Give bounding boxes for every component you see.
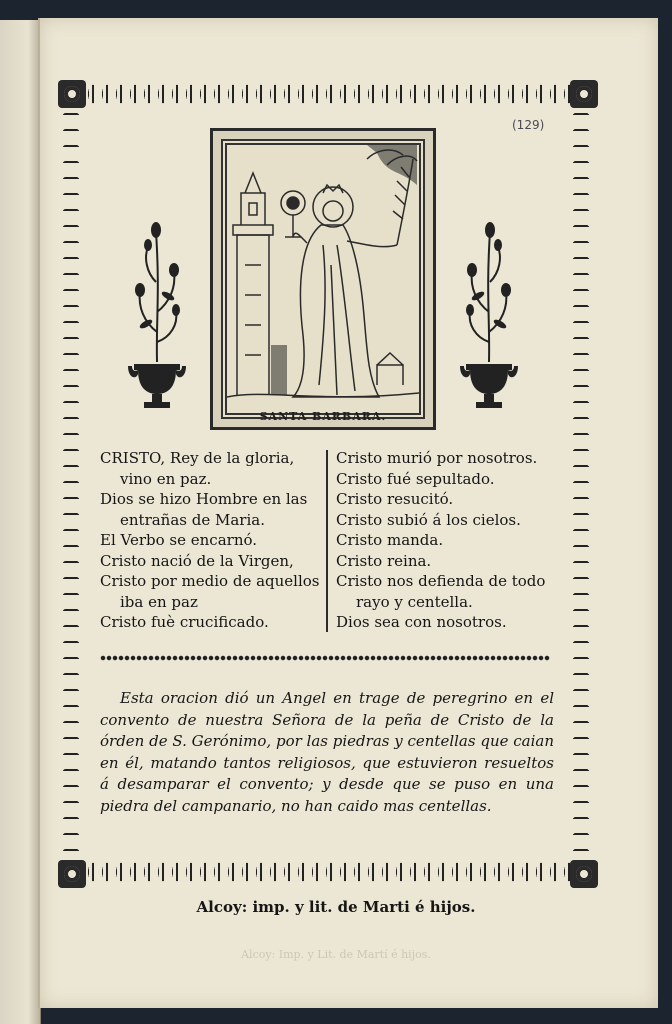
facing-page-edge <box>0 20 41 1024</box>
prayer-line: Cristo por medio de aquellos <box>100 572 320 590</box>
prayer-line: Cristo reina. <box>336 551 432 570</box>
prayer-line: Cristo resucitó. <box>336 490 454 508</box>
show-through-imprint: Alcoy: Imp. y Lit. de Martí é hijos. <box>241 948 431 961</box>
border-left <box>58 108 84 858</box>
prayer-line: El Verbo se encarnó. <box>100 531 258 549</box>
prayer-line: rayo y centella. <box>356 592 473 611</box>
prayer-line: Cristo manda. <box>336 531 444 549</box>
prayer-line: Cristo nació de la Virgen, <box>100 551 294 570</box>
santa-barbara-woodcut <box>210 128 436 430</box>
printer-imprint: Alcoy: imp. y lit. de Marti é hijos. <box>196 898 476 916</box>
corner-ornament-icon <box>58 860 86 888</box>
prayer-line: entrañas de Maria. <box>120 510 265 529</box>
prayer-column-right <box>336 448 558 633</box>
woodcut-caption: SANTA BARBARA. <box>259 410 387 423</box>
border-bottom <box>58 858 598 886</box>
prayer-line: Cristo fuè crucificado. <box>100 613 269 631</box>
border-top <box>58 80 598 108</box>
prayer-column-left <box>100 448 320 633</box>
flower-vase-icon <box>458 212 520 412</box>
prayer-line: Cristo subió á los cielos. <box>336 510 521 529</box>
decorative-rule <box>100 654 550 662</box>
prayer-line: CRISTO, Rey de la gloria, <box>100 449 295 467</box>
saint-figure-icon <box>227 145 419 413</box>
prayer-line: Dios sea con nosotros. <box>336 613 507 631</box>
prayer-line: Cristo fué sepultado. <box>336 469 495 488</box>
prayer-line: Dios se hizo Hombre en las <box>100 490 308 508</box>
prayer-line: Cristo nos defienda de todo <box>336 572 546 590</box>
prayer-line: Cristo murió por nosotros. <box>336 449 538 467</box>
origin-note: Esta oracion dió un Angel en trage de peregrino en el convento de nuestra Señora de la peña de Cristo de la órden de S. Gerónimo, por las piedras y centellas que caian en él, matando tantos religiosos, que estuvieron resueltos á desamparar el convento; y desde que se puso en una piedra del campanario, no han caido mas centellas. <box>100 689 554 815</box>
prayer-line: vino en paz. <box>120 469 212 488</box>
corner-ornament-icon <box>570 860 598 888</box>
corner-ornament-icon <box>58 80 86 108</box>
flower-vase-icon <box>126 212 188 412</box>
page-number: (129) <box>512 118 545 132</box>
woodcut-illustration <box>221 139 425 419</box>
column-divider <box>326 450 328 632</box>
corner-ornament-icon <box>570 80 598 108</box>
border-right <box>568 108 594 858</box>
prayer-line: iba en paz <box>120 592 198 611</box>
